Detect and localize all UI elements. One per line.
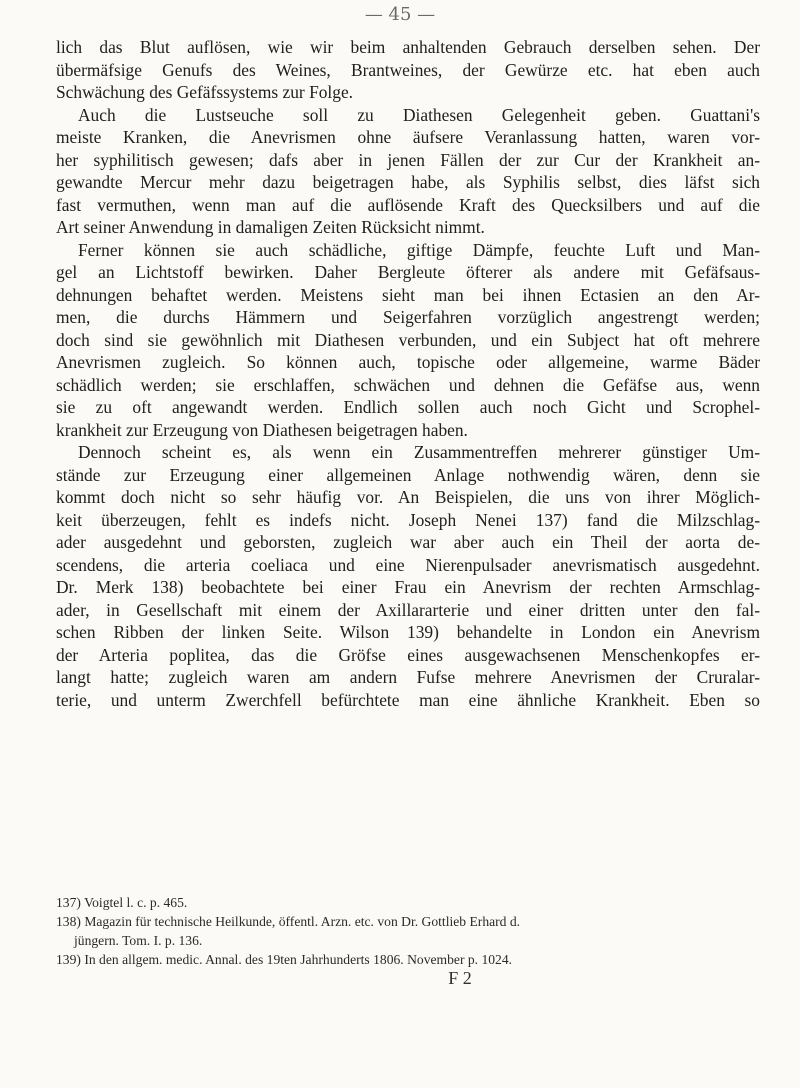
text-line: schädlich werden; sie erschlaffen, schwächen und dehnen die Gefäfse aus, wenn (56, 374, 760, 395)
text-line: Schwächung des Gefäfssystems zur Folge. (56, 82, 354, 102)
text-line: Dennoch scheint es, als wenn ein Zusammentreffen mehrerer günstiger Um- (78, 442, 760, 462)
signature-mark: F 2 (448, 968, 472, 988)
page-number: — 45 — (364, 4, 436, 25)
text-line: gel an Lichtstoff bewirken. Daher Bergleute öfterer als andere mit Gefäfsaus- (56, 262, 760, 282)
text-line: keit überzeugen, fehlt es indefs nicht. Joseph Nenei 137) fand die Milzschlag- (56, 509, 760, 530)
text-line: men, die durchs Hämmern und Seigerfahren vorzüglich angestrengt werden; (56, 307, 760, 327)
footnotes (56, 893, 760, 969)
text-line: der Arteria poplitea, das die Gröfse eines ausgewachsenen Menschenkopfes er- (56, 644, 760, 665)
text-line: langt hatte; zugleich waren am andern Fufse mehrere Anevrismen der Cruralar- (56, 667, 760, 687)
footnote: 139) In den allgem. medic. Annal. des 19ten Jahrhunderts 1806. November p. 1024. (56, 952, 513, 967)
text-line: Auch die Lustseuche soll zu Diathesen Gelegenheit geben. Guattani's (78, 104, 760, 125)
text-line: lich das Blut auflösen, wie wir beim anhaltenden Gebrauch derselben sehen. Der (56, 37, 760, 57)
text-line: kommt doch nicht so sehr häufig vor. An Beispielen, die uns von ihrer Möglich- (56, 487, 760, 507)
text-line: her syphilitisch gewesen; dafs aber in jenen Fällen der zur Cur der Krankheit an- (56, 149, 760, 170)
text-line: Dr. Merk 138) beobachtete bei einer Frau ein Anevrism der rechten Armschlag- (56, 577, 760, 597)
text-line: schen Ribben der linken Seite. Wilson 139) behandelte in London ein Anevrism (56, 622, 760, 642)
text-line: stände zur Erzeugung einer allgemeinen Anlage nothwendig wären, denn sie (56, 464, 760, 485)
text-line: scendens, die arteria coeliaca und eine Nierenpulsader anevrismatisch ausgedehnt. (56, 554, 760, 575)
text-line: terie, und unterm Zwerchfell befürchtete man eine ähnliche Krankheit. Eben so (56, 689, 760, 710)
text-line: doch sind sie gewöhnlich mit Diathesen verbunden, und ein Subject hat oft mehrere (56, 329, 760, 350)
text-line: ader, in Gesellschaft mit einem der Axillararterie und einer dritten unter den fal- (56, 599, 760, 620)
text-line: fast vermuthen, wenn man auf die auflösende Kraft des Quecksilbers und auf die (56, 194, 760, 215)
text-line: gewandte Mercur mehr dazu beigetragen habe, als Syphilis selbst, dies läfst sich (56, 172, 760, 192)
text-line: Anevrismen zugleich. So können auch, topische oder allgemeine, warme Bäder (56, 352, 760, 372)
text-line: Ferner können sie auch schädliche, giftige Dämpfe, feuchte Luft und Man- (78, 239, 760, 260)
footnote: 138) Magazin für technische Heilkunde, öffentl. Arzn. etc. von Dr. Gottlieb Erhard d. (56, 914, 521, 929)
text-line: Art seiner Anwendung in damaligen Zeiten Rücksicht nimmt. (56, 217, 485, 237)
text-line: sie zu oft angewandt werden. Endlich sollen auch noch Gicht und Scrophel- (56, 397, 760, 417)
text-line: meiste Kranken, die Anevrismen ohne äufsere Veranlassung hatten, waren vor- (56, 127, 760, 147)
body-text (56, 36, 760, 711)
text-line: krankheit zur Erzeugung von Diathesen beigetragen haben. (56, 419, 468, 440)
footnote: jüngern. Tom. I. p. 136. (74, 933, 203, 948)
text-line: übermäfsige Genufs des Weines, Brantweines, der Gewürze etc. hat eben auch (56, 59, 760, 80)
footnote: 137) Voigtel l. c. p. 465. (56, 895, 188, 910)
text-line: ader ausgedehnt und geborsten, zugleich war aber auch ein Theil der aorta de- (56, 532, 760, 552)
text-line: dehnungen behaftet werden. Meistens sieht man bei ihnen Ectasien an den Ar- (56, 284, 760, 305)
